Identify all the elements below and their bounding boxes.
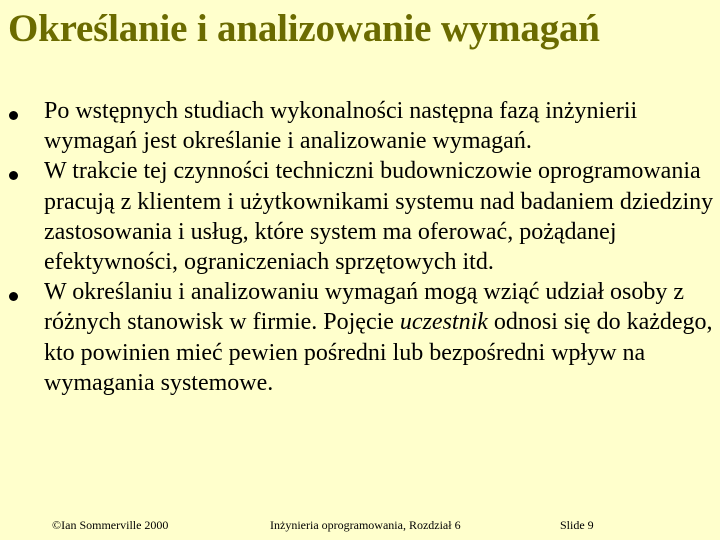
footer-slide-number: Slide 9 bbox=[560, 518, 594, 532]
bullet-segment: Po wstępnych studiach wykonalności następna fazą inżynierii wymagań jest określanie i analizowanie wymagań. bbox=[44, 98, 638, 155]
bullet-segment: W określaniu i analizowaniu wymagań mogą wziąć udział osoby z różnych stanowisk w firmie. Pojęcie bbox=[44, 279, 685, 336]
bullet-segment: odnosi się do każdego, kto powinien mieć pewien pośredni lub bezpośredni wpływ na wymagania systemowe. bbox=[44, 309, 713, 396]
footer-course: Inżynieria oprogramowania, Rozdział 6 bbox=[270, 518, 461, 532]
bullet-segment: W trakcie tej czynności techniczni budowniczowie oprogramowania pracują z klientem i użytkownikami systemu nad badaniem dziedziny zastosowania i usług, które system ma oferować, pożądanej efektywności, ograniczeniach sprzętowych itd. bbox=[44, 158, 714, 276]
bullet-segment-italic: uczestnik bbox=[399, 309, 488, 336]
bullet-dot-icon bbox=[9, 111, 18, 120]
bullet-text bbox=[44, 158, 713, 275]
bullet-item bbox=[0, 96, 720, 156]
bullet-text bbox=[44, 98, 637, 154]
bullet-dot-icon bbox=[9, 292, 18, 301]
bullet-item bbox=[0, 156, 720, 277]
bullet-text bbox=[44, 279, 713, 396]
bullet-list bbox=[0, 96, 720, 398]
bullet-item bbox=[0, 277, 720, 398]
bullet-dot-icon bbox=[9, 171, 18, 180]
footer-copyright: ©Ian Sommerville 2000 bbox=[52, 518, 169, 532]
slide-title: Określanie i analizowanie wymagań bbox=[8, 7, 600, 50]
